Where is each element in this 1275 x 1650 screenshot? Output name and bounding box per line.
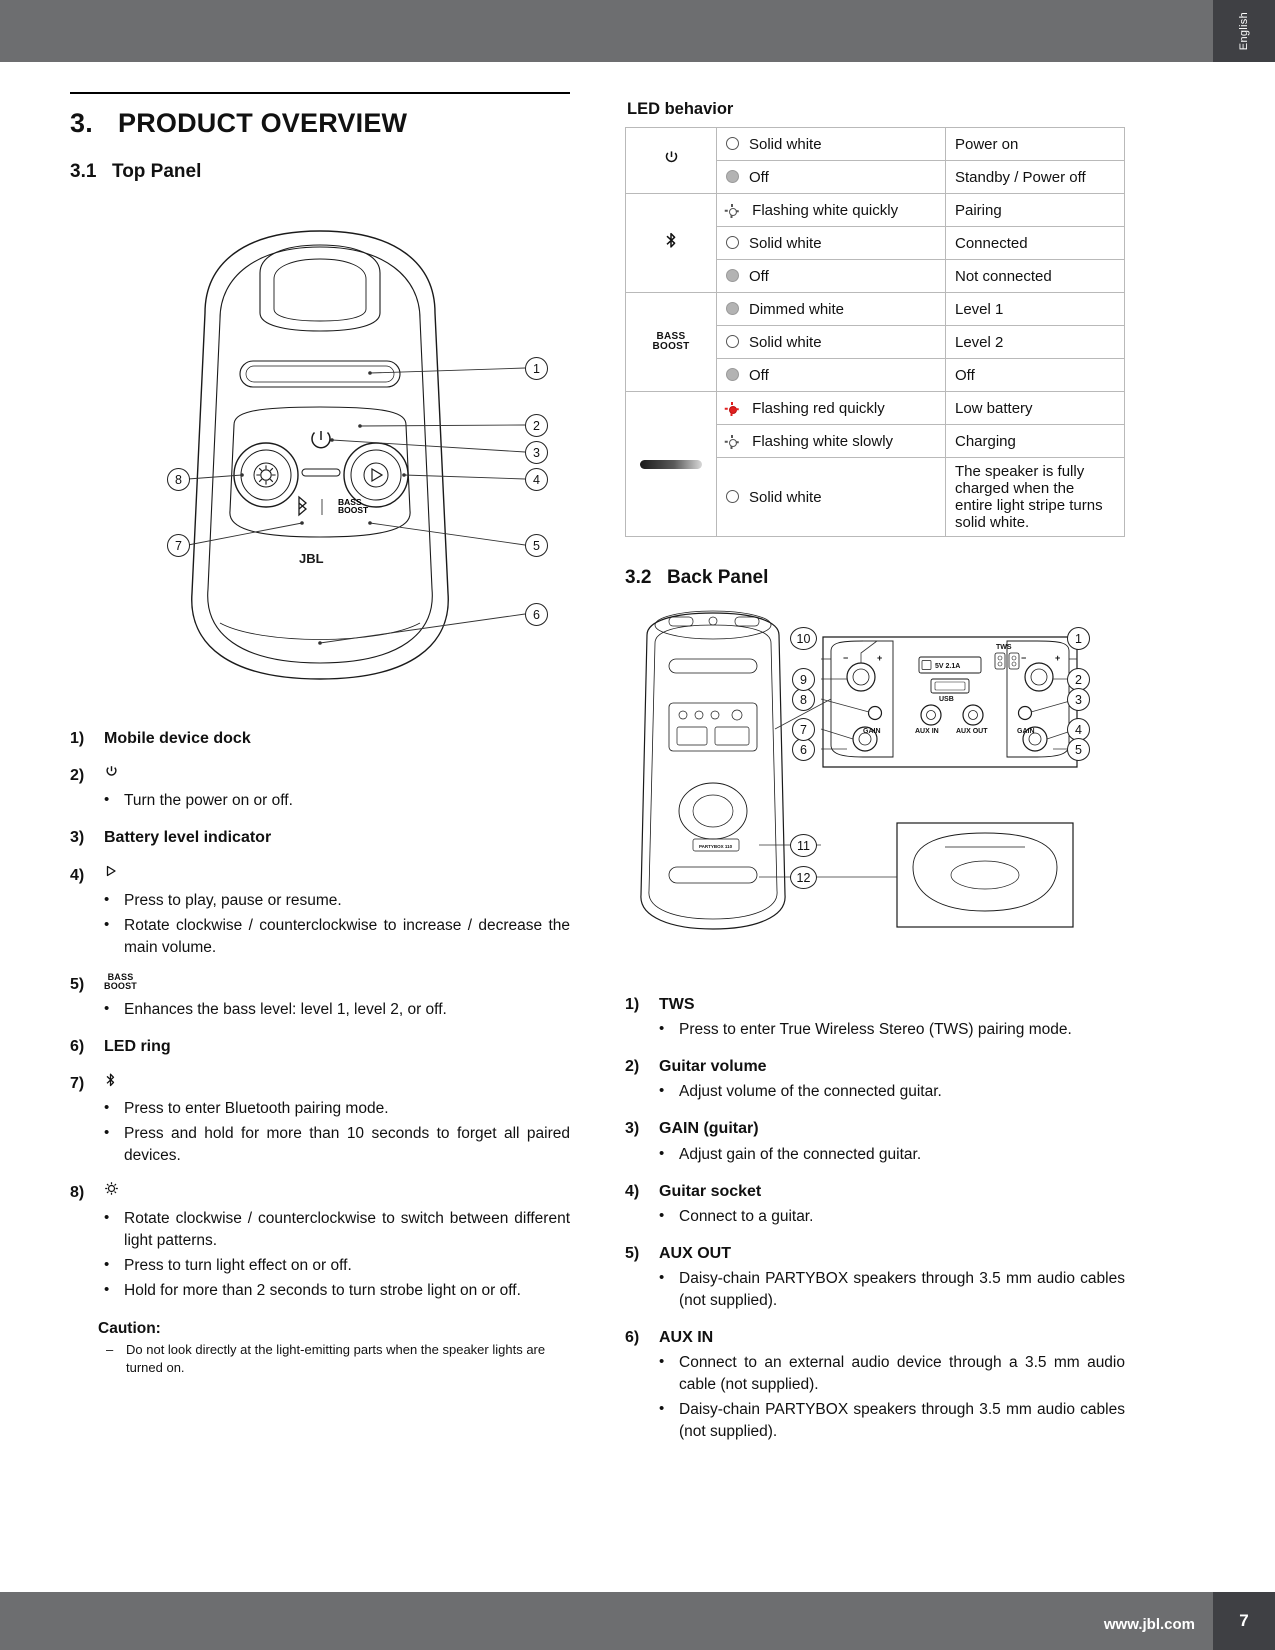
- led-state: [717, 194, 946, 227]
- callout-3: 3: [525, 441, 548, 464]
- back-item-6-bullet-2: • Daisy-chain PARTYBOX speakers through 3.5 mm audio cables (not supplied).: [625, 1399, 1125, 1443]
- back-list-item-1: [625, 993, 1125, 1041]
- back-item-2-bullets: [625, 1081, 1125, 1103]
- list-item-1: [70, 727, 570, 750]
- led-state-label: Flashing red quickly: [752, 399, 885, 417]
- bass-label: BASS: [107, 971, 134, 982]
- table-row: [626, 128, 1125, 161]
- led-state: [717, 161, 946, 194]
- plus-right-label: +: [1055, 653, 1061, 663]
- led-state-label: Off: [749, 267, 769, 285]
- led-meaning: Level 2: [946, 326, 1125, 359]
- led-state-label: Solid white: [749, 234, 822, 252]
- item-7-bullets: [70, 1098, 570, 1167]
- caution-heading: Caution:: [98, 1319, 161, 1337]
- back-item-3-bullets: [625, 1144, 1125, 1166]
- back-item-2-head: [625, 1055, 1125, 1078]
- back-item-5-bullet-1: • Daisy-chain PARTYBOX speakers through 3.5 mm audio cables (not supplied).: [625, 1268, 1125, 1312]
- back-item-4-head: [625, 1180, 1125, 1203]
- table-row: [626, 293, 1125, 326]
- back-panel-figure: [625, 599, 1125, 979]
- led-meaning: Level 1: [946, 293, 1125, 326]
- boost-label: BOOST: [652, 341, 690, 352]
- flashing-white-icon: [726, 436, 738, 448]
- circle-filled-icon: [726, 368, 739, 381]
- item-4-bullet-1: • Press to play, pause or resume.: [70, 890, 570, 912]
- figure-bass-label: BASS: [338, 497, 362, 507]
- back-list-item-6: [625, 1326, 1125, 1443]
- subsection-number-2: 3.2: [625, 567, 652, 588]
- top-panel-drawing: [70, 193, 570, 713]
- led-state-label: Flashing white slowly: [752, 432, 894, 450]
- light-effect-icon: [104, 1181, 119, 1200]
- led-meaning: Charging: [946, 425, 1125, 458]
- back-item-5-head: [625, 1242, 1125, 1265]
- item-3-index: 3): [70, 829, 85, 847]
- usb-spec-label: 5V 2.1A: [935, 663, 961, 670]
- bluetooth-icon: [664, 234, 678, 255]
- item-5-index: 5): [70, 975, 85, 993]
- back-item-4-bullet-1: • Connect to a guitar.: [625, 1206, 1125, 1228]
- circle-open-icon: [726, 137, 739, 150]
- led-state: [717, 227, 946, 260]
- list-item-2: [70, 764, 570, 812]
- led-state: [717, 425, 946, 458]
- callout-back-1: 1: [1067, 627, 1090, 650]
- led-state: [717, 128, 946, 161]
- top-panel-figure: [70, 193, 570, 713]
- page-footer-bar: [0, 1592, 1275, 1650]
- back-item-1-label: TWS: [659, 996, 695, 1013]
- caution-list: [70, 1341, 570, 1378]
- led-state-label: Flashing white quickly: [752, 201, 899, 219]
- table-row: [626, 194, 1125, 227]
- led-meaning: Standby / Power off: [946, 161, 1125, 194]
- gain-left-label: GAIN: [863, 728, 881, 735]
- led-meaning: The speaker is fully charged when the entire light stripe turns solid white.: [946, 458, 1125, 537]
- back-item-1-bullet-1: • Press to enter True Wireless Stereo (TWS) pairing mode.: [625, 1019, 1125, 1041]
- light-stripe-icon: [640, 460, 702, 469]
- back-item-1-index: 1): [625, 996, 640, 1013]
- item-2-index: 2): [70, 767, 85, 785]
- led-group-bass-boost-icon: [626, 293, 717, 392]
- back-item-5-label: AUX OUT: [659, 1244, 731, 1262]
- back-item-3-head: [625, 1117, 1125, 1140]
- callout-5: 5: [525, 534, 548, 557]
- item-1-index: 1): [70, 730, 85, 747]
- back-item-3-label: GAIN (guitar): [659, 1120, 759, 1138]
- plus-left-label: +: [877, 653, 883, 663]
- callout-2: 2: [525, 414, 548, 437]
- list-item-6: [70, 1035, 570, 1058]
- circle-filled-icon: [726, 269, 739, 282]
- list-item-4: [70, 864, 570, 959]
- boost-label: BOOST: [104, 980, 138, 991]
- callout-8: 8: [167, 468, 190, 491]
- circle-open-icon: [726, 236, 739, 249]
- item-7-index: 7): [70, 1075, 85, 1093]
- callout-back-10: 10: [790, 627, 817, 650]
- led-state: [717, 392, 946, 425]
- partybox-label: PARTYBOX 110: [699, 844, 733, 849]
- back-item-2-label: Guitar volume: [659, 1058, 767, 1076]
- item-8-bullet-2: • Press to turn light effect on or off.: [70, 1255, 570, 1277]
- back-item-4-bullets: [625, 1206, 1125, 1228]
- language-tab-label: English: [1238, 11, 1250, 51]
- item-6-label: LED ring: [104, 1037, 171, 1055]
- item-1-label: Mobile device dock: [104, 730, 251, 747]
- back-item-6-bullet-1: • Connect to an external audio device through a 3.5 mm audio cable (not supplied).: [625, 1352, 1125, 1396]
- led-state: [717, 293, 946, 326]
- subsection-title-2: Back Panel: [667, 567, 769, 588]
- back-list-item-4: [625, 1180, 1125, 1228]
- bass-label: BASS: [656, 331, 686, 342]
- page-header-bar: [0, 0, 1275, 62]
- footer-url: www.jbl.com: [1103, 1616, 1195, 1633]
- subsection-back-panel: [625, 567, 1125, 589]
- item-1-head: [70, 727, 570, 750]
- item-2-bullets: [70, 790, 570, 812]
- back-panel-drawing: [625, 599, 1125, 979]
- bass-boost-icon: [104, 973, 137, 991]
- item-8-head: [70, 1181, 570, 1204]
- led-group-bluetooth-icon: [626, 194, 717, 293]
- back-item-4-label: Guitar socket: [659, 1182, 762, 1200]
- section-number: 3.: [70, 108, 93, 138]
- callout-back-9: 9: [792, 668, 815, 691]
- circle-open-icon: [726, 335, 739, 348]
- footer-page-number: 7: [1213, 1592, 1275, 1650]
- minus-right-label: −: [1021, 653, 1027, 663]
- led-meaning: Connected: [946, 227, 1125, 260]
- callout-back-12: 12: [790, 866, 817, 889]
- back-item-6-index: 6): [625, 1328, 640, 1346]
- item-4-head: [70, 864, 570, 887]
- circle-open-icon: [726, 490, 739, 503]
- subsection-number: 3.1: [70, 161, 97, 182]
- led-state-label: Off: [749, 366, 769, 384]
- led-behavior-title: LED behavior: [627, 100, 734, 118]
- back-list-item-5: [625, 1242, 1125, 1312]
- table-row: [626, 392, 1125, 425]
- led-behavior-table: [625, 127, 1125, 537]
- back-item-6-bullets: [625, 1352, 1125, 1443]
- page-title: [70, 108, 570, 139]
- led-meaning: Off: [946, 359, 1125, 392]
- item-5-head: [70, 973, 570, 996]
- aux-in-label: AUX IN: [915, 728, 939, 735]
- item-3-label: Battery level indicator: [104, 829, 272, 847]
- usb-label: USB: [939, 696, 954, 703]
- item-7-bullet-2: • Press and hold for more than 10 seconds to forget all paired devices.: [70, 1123, 570, 1167]
- back-item-1-head: [625, 993, 1125, 1016]
- minus-left-label: −: [843, 653, 849, 663]
- back-item-3-index: 3): [625, 1120, 640, 1138]
- callout-back-4: 4: [1067, 718, 1090, 741]
- led-meaning: Low battery: [946, 392, 1125, 425]
- item-5-bullets: [70, 999, 570, 1021]
- power-icon: [104, 764, 119, 783]
- led-meaning: Not connected: [946, 260, 1125, 293]
- item-5-bullet-1: • Enhances the bass level: level 1, level 2, or off.: [70, 999, 570, 1021]
- list-item-5: [70, 973, 570, 1021]
- language-tab: [1213, 0, 1275, 62]
- led-group-light-stripe-icon: [626, 392, 717, 537]
- aux-out-label: AUX OUT: [956, 728, 988, 735]
- flashing-red-icon: [726, 403, 738, 415]
- tws-label: TWS: [996, 644, 1012, 651]
- right-column: [625, 100, 1125, 1443]
- led-state-label: Solid white: [749, 488, 822, 506]
- callout-back-5: 5: [1067, 738, 1090, 761]
- section-title: PRODUCT OVERVIEW: [118, 108, 408, 138]
- led-state-label: Dimmed white: [749, 300, 845, 318]
- circle-filled-icon: [726, 170, 739, 183]
- item-4-index: 4): [70, 866, 85, 884]
- caution-item-1: – Do not look directly at the light-emitting parts when the speaker lights are turned on.: [70, 1341, 570, 1378]
- language-tab-label-wrap: [1213, 0, 1275, 62]
- item-2-head: [70, 764, 570, 787]
- led-meaning: Power on: [946, 128, 1125, 161]
- figure-boost-label: BOOST: [338, 505, 369, 515]
- subsection-title: Top Panel: [112, 161, 202, 182]
- callout-back-7: 7: [792, 718, 815, 741]
- flashing-white-icon: [726, 205, 738, 217]
- circle-filled-icon: [726, 302, 739, 315]
- list-item-3: [70, 826, 570, 849]
- back-list-item-2: [625, 1055, 1125, 1103]
- back-item-2-bullet-1: • Adjust volume of the connected guitar.: [625, 1081, 1125, 1103]
- back-item-5-bullets: [625, 1268, 1125, 1312]
- item-8-bullet-3: • Hold for more than 2 seconds to turn strobe light on or off.: [70, 1280, 570, 1302]
- back-item-6-head: [625, 1326, 1125, 1349]
- led-meaning: Pairing: [946, 194, 1125, 227]
- item-8-bullets: [70, 1208, 570, 1302]
- back-item-5-index: 5): [625, 1244, 640, 1262]
- item-8-index: 8): [70, 1184, 85, 1202]
- list-item-7: [70, 1072, 570, 1167]
- item-2-bullet-1: • Turn the power on or off.: [70, 790, 570, 812]
- led-state: [717, 359, 946, 392]
- list-item-8: [70, 1181, 570, 1301]
- led-state: [717, 326, 946, 359]
- bluetooth-icon: [104, 1072, 117, 1092]
- callout-7: 7: [167, 534, 190, 557]
- item-7-bullet-1: • Press to enter Bluetooth pairing mode.: [70, 1098, 570, 1120]
- led-state: [717, 260, 946, 293]
- item-4-bullets: [70, 890, 570, 959]
- gain-right-label: GAIN: [1017, 728, 1035, 735]
- subsection-top-panel: [70, 161, 570, 183]
- item-7-head: [70, 1072, 570, 1095]
- led-state-label: Solid white: [749, 135, 822, 153]
- item-6-index: 6): [70, 1037, 85, 1055]
- item-8-bullet-1: • Rotate clockwise / counterclockwise to switch between different light patterns.: [70, 1208, 570, 1252]
- back-item-2-index: 2): [625, 1058, 640, 1076]
- power-icon: [663, 150, 680, 171]
- back-item-6-label: AUX IN: [659, 1328, 714, 1346]
- callout-back-3: 3: [1067, 688, 1090, 711]
- back-item-3-bullet-1: • Adjust gain of the connected guitar.: [625, 1144, 1125, 1166]
- item-3-head: [70, 826, 570, 849]
- title-rule: [70, 92, 570, 94]
- left-column: [70, 92, 570, 1377]
- play-icon: [104, 864, 118, 881]
- led-state-label: Off: [749, 168, 769, 186]
- callout-back-2: 2: [1067, 668, 1090, 691]
- callout-back-8: 8: [792, 688, 815, 711]
- callout-1: 1: [525, 357, 548, 380]
- led-state: [717, 458, 946, 537]
- callout-back-11: 11: [790, 834, 817, 857]
- figure-brand-logo: JBL: [299, 551, 324, 566]
- callout-4: 4: [525, 468, 548, 491]
- item-4-bullet-2: • Rotate clockwise / counterclockwise to increase / decrease the main volume.: [70, 915, 570, 959]
- back-item-1-bullets: [625, 1019, 1125, 1041]
- led-state-label: Solid white: [749, 333, 822, 351]
- callout-6: 6: [525, 603, 548, 626]
- led-group-power-icon: [626, 128, 717, 194]
- back-list-item-3: [625, 1117, 1125, 1165]
- item-6-head: [70, 1035, 570, 1058]
- back-item-4-index: 4): [625, 1182, 640, 1200]
- callout-back-6: 6: [792, 738, 815, 761]
